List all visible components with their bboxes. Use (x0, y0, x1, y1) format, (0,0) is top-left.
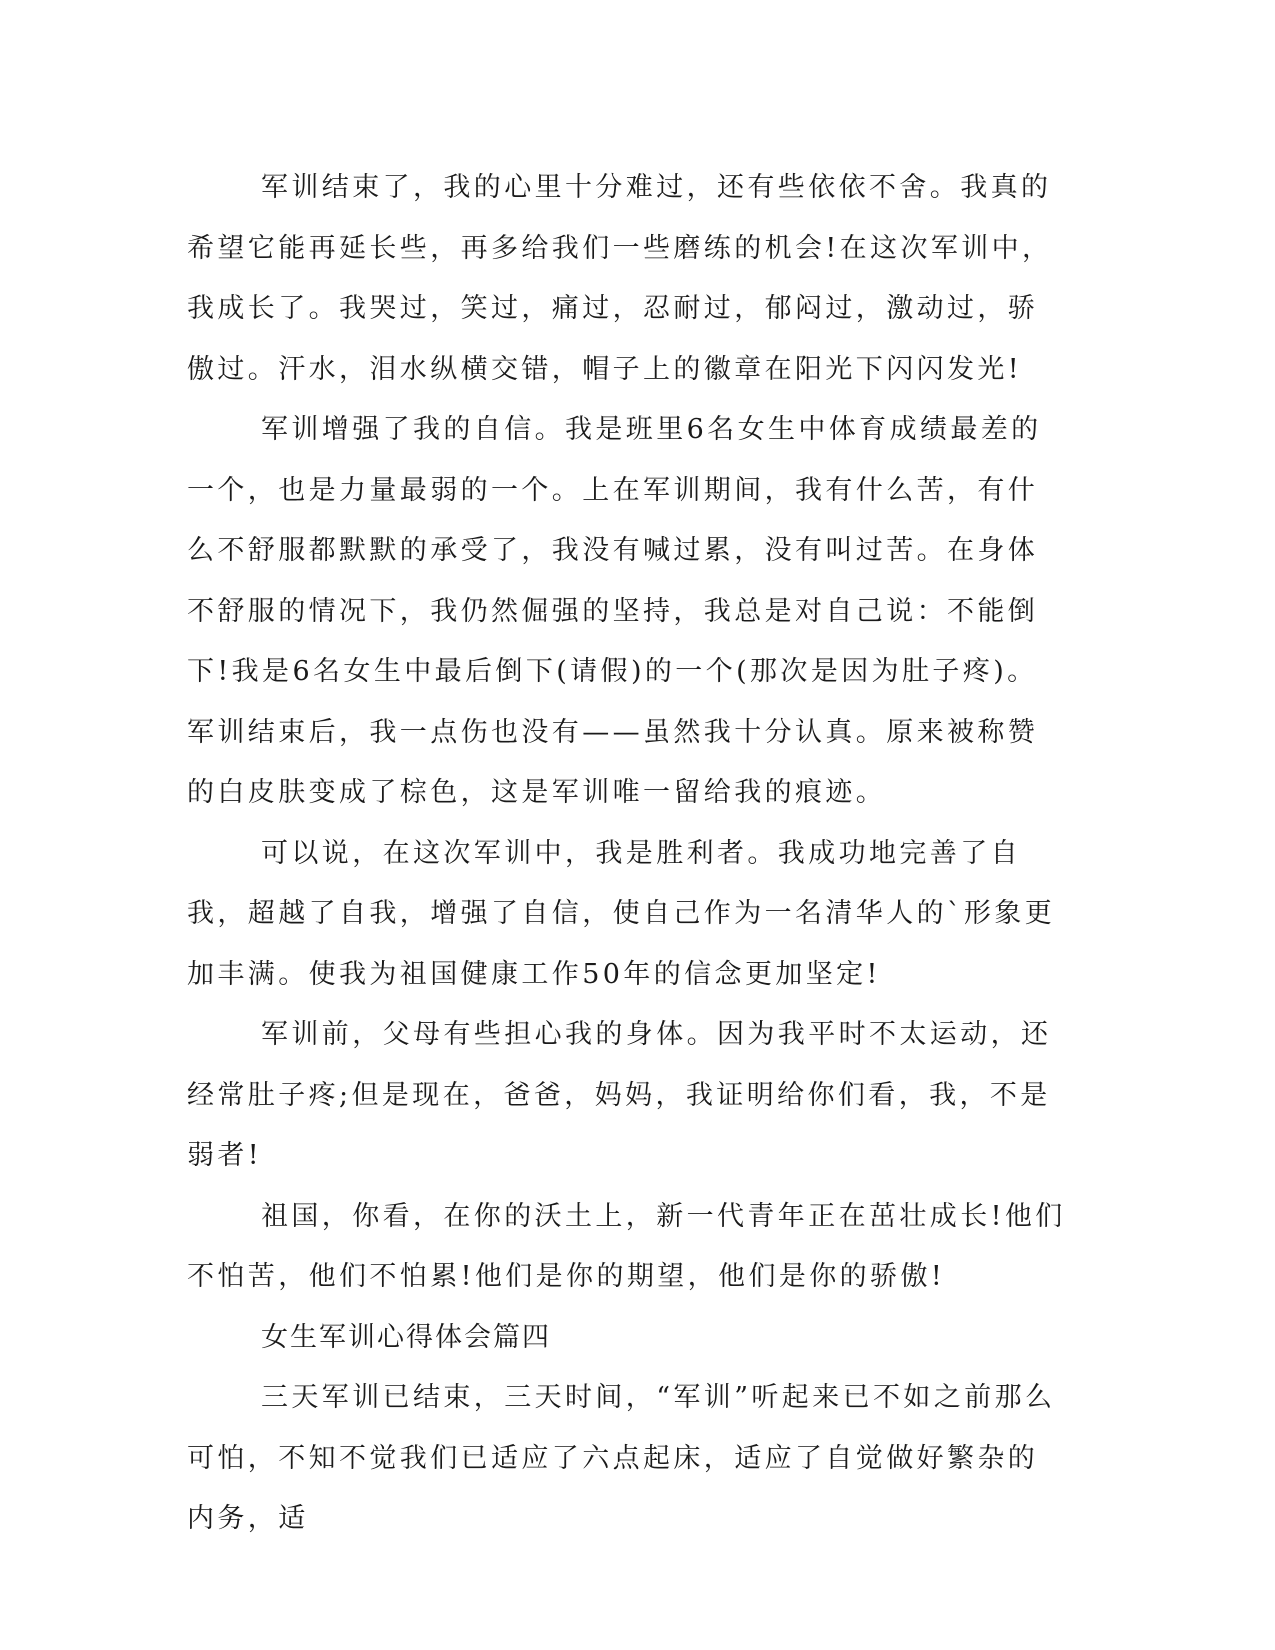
paragraph-2: 军训增强了我的自信。我是班里6名女生中体育成绩最差的一个，也是力量最弱的一个。上在军训期间，我有什么苦，有什么不舒服都默默的承受了，我没有喊过累，没有叫过苦。在身体不舒服的情况下，我仍然倔强的坚持，我总是对自己说：不能倒下!我是6名女生中最后倒下(请假)的一个(那次是因为肚子疼)。军训结束后，我一点伤也没有——虽然我十分认真。原来被称赞的白皮肤变成了棕色，这是军训唯一留给我的痕迹。 (187, 414, 1042, 808)
paragraph-1: 军训结束了，我的心里十分难过，还有些依依不舍。我真的希望它能再延长些，再多给我们一些磨练的机会!在这次军训中，我成长了。我哭过，笑过，痛过，忍耐过，郁闷过，激动过，骄傲过。汗水，泪水纵横交错，帽子上的徽章在阳光下闪闪发光! (187, 172, 1053, 385)
document-body (187, 158, 1067, 1550)
paragraph-5: 祖国，你看，在你的沃土上，新一代青年正在茁壮成长!他们不怕苦，他们不怕累!他们是你的期望，他们是你的骄傲! (187, 1200, 1066, 1292)
paragraph-3: 可以说，在这次军训中，我是胜利者。我成功地完善了自我，超越了自我，增强了自信，使自己作为一名清华人的`形象更加丰满。使我为祖国健康工作50年的信念更加坚定! (187, 837, 1056, 990)
section-heading: 女生军训心得体会篇四 (261, 1321, 551, 1353)
section-paragraph-1: 三天军训已结束，三天时间，“军训”听起来已不如之前那么可怕，不知不觉我们已适应了六点起床，适应了自觉做好繁杂的内务，适 (187, 1382, 1056, 1534)
paragraph-4: 军训前，父母有些担心我的身体。因为我平时不太运动，还经常肚子疼;但是现在，爸爸，妈妈，我证明给你们看，我，不是弱者! (187, 1019, 1052, 1171)
